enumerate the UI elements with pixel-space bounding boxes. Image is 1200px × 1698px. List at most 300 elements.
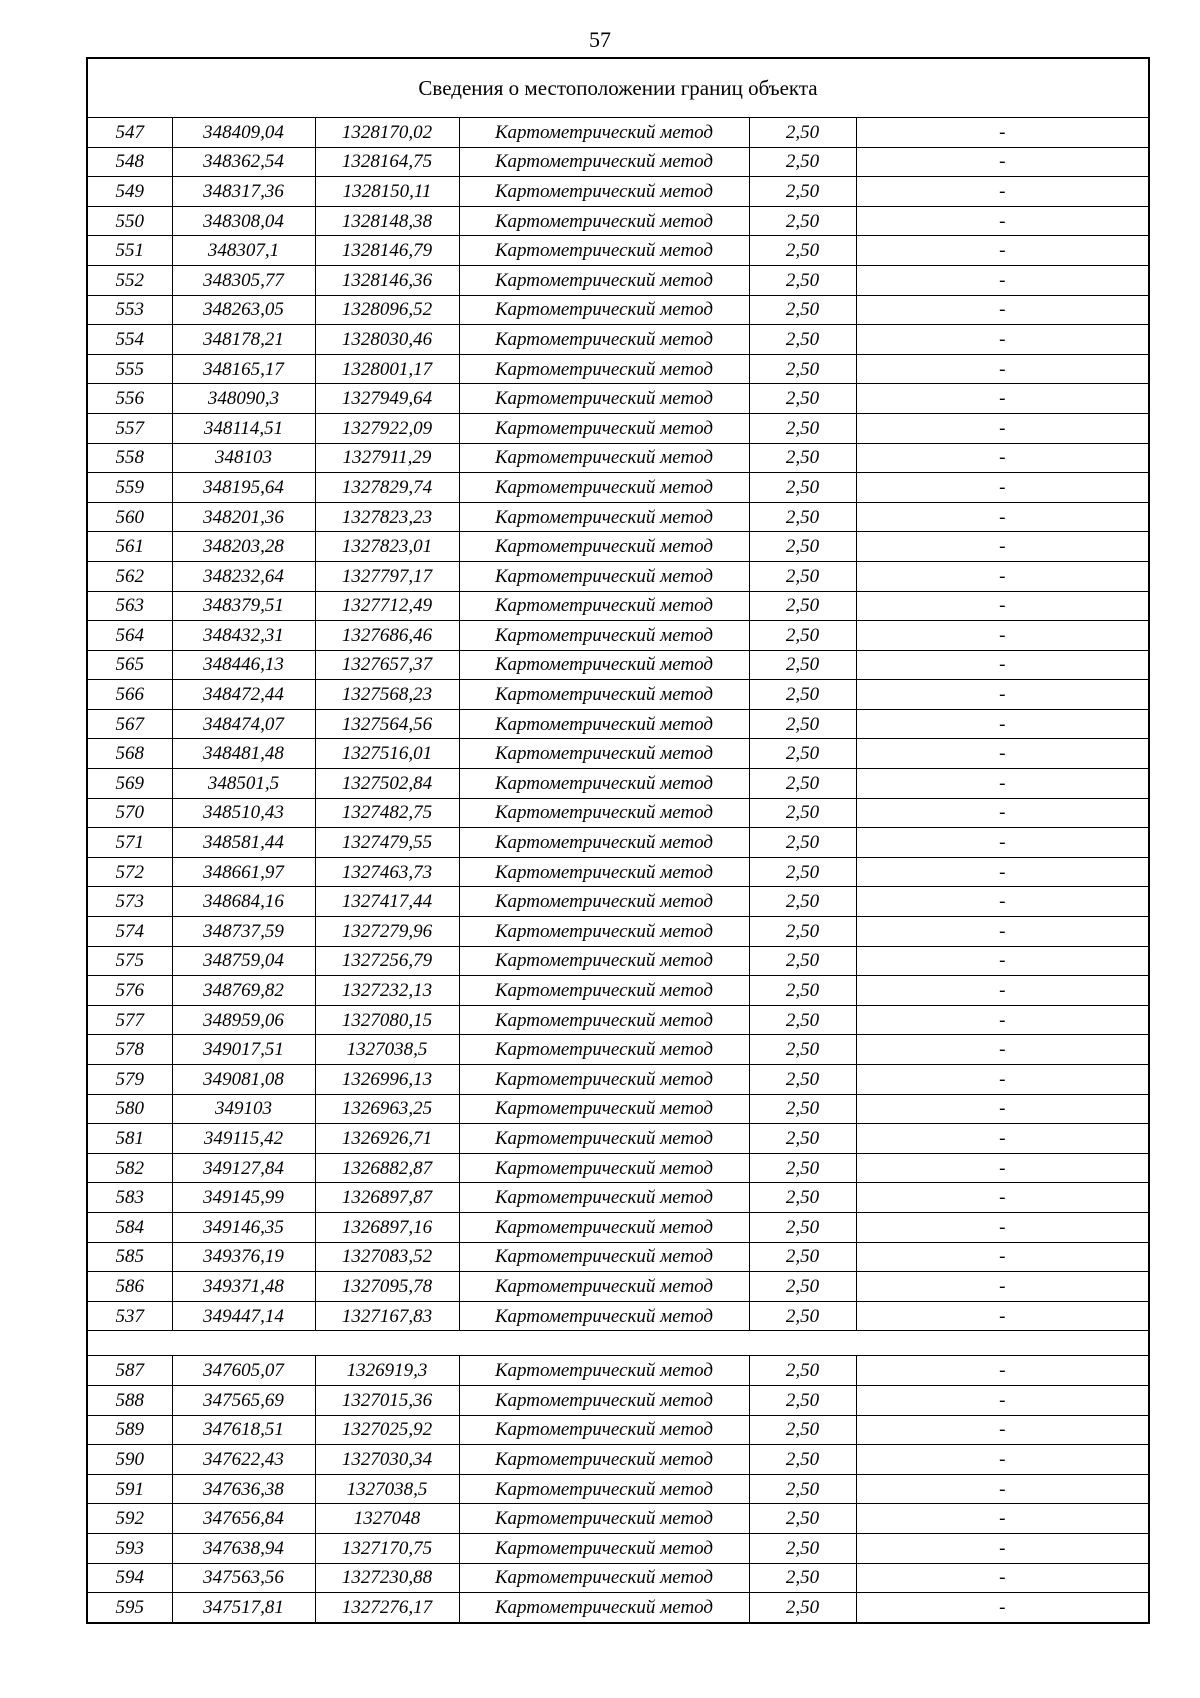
point-number-cell: 562	[87, 561, 172, 591]
accuracy-cell: 2,50	[749, 1504, 856, 1534]
description-cell: -	[856, 1212, 1149, 1242]
table-row	[87, 118, 1149, 148]
description-cell: -	[856, 1242, 1149, 1272]
table-body	[87, 58, 1149, 1623]
accuracy-cell: 2,50	[749, 917, 856, 947]
table-row	[87, 177, 1149, 207]
table-row	[87, 680, 1149, 710]
table-row	[87, 1563, 1149, 1593]
table-row	[87, 887, 1149, 917]
y-coordinate-cell: 1327516,01	[315, 739, 459, 769]
y-coordinate-cell: 1326996,13	[315, 1065, 459, 1095]
method-cell: Картометрический метод	[459, 177, 749, 207]
description-cell: -	[856, 1504, 1149, 1534]
description-cell: -	[856, 1094, 1149, 1124]
y-coordinate-cell: 1327949,64	[315, 384, 459, 414]
x-coordinate-cell: 347517,81	[172, 1593, 315, 1623]
method-cell: Картометрический метод	[459, 650, 749, 680]
point-number-cell: 537	[87, 1301, 172, 1331]
accuracy-cell: 2,50	[749, 236, 856, 266]
method-cell: Картометрический метод	[459, 946, 749, 976]
y-coordinate-cell: 1327038,5	[315, 1474, 459, 1504]
accuracy-cell: 2,50	[749, 1301, 856, 1331]
description-cell: -	[856, 1474, 1149, 1504]
point-number-cell: 569	[87, 769, 172, 799]
page-number: 57	[589, 27, 611, 52]
accuracy-cell: 2,50	[749, 413, 856, 443]
method-cell: Картометрический метод	[459, 1242, 749, 1272]
point-number-cell: 567	[87, 709, 172, 739]
y-coordinate-cell: 1328148,38	[315, 206, 459, 236]
y-coordinate-cell: 1327657,37	[315, 650, 459, 680]
x-coordinate-cell: 347565,69	[172, 1385, 315, 1415]
y-coordinate-cell: 1328170,02	[315, 118, 459, 148]
table-row	[87, 1415, 1149, 1445]
boundary-coordinates-table	[86, 57, 1150, 1624]
x-coordinate-cell: 347638,94	[172, 1533, 315, 1563]
method-cell: Картометрический метод	[459, 1005, 749, 1035]
table-row	[87, 769, 1149, 799]
x-coordinate-cell: 348684,16	[172, 887, 315, 917]
point-number-cell: 548	[87, 147, 172, 177]
y-coordinate-cell: 1326882,87	[315, 1153, 459, 1183]
point-number-cell: 557	[87, 413, 172, 443]
accuracy-cell: 2,50	[749, 621, 856, 651]
point-number-cell: 570	[87, 798, 172, 828]
x-coordinate-cell: 348472,44	[172, 680, 315, 710]
description-cell: -	[856, 1005, 1149, 1035]
description-cell: -	[856, 1533, 1149, 1563]
table-row	[87, 1212, 1149, 1242]
accuracy-cell: 2,50	[749, 295, 856, 325]
table-row	[87, 443, 1149, 473]
table-row	[87, 857, 1149, 887]
description-cell: -	[856, 295, 1149, 325]
x-coordinate-cell: 348165,17	[172, 354, 315, 384]
method-cell: Картометрический метод	[459, 502, 749, 532]
table-row	[87, 1301, 1149, 1331]
point-number-cell: 564	[87, 621, 172, 651]
point-number-cell: 572	[87, 857, 172, 887]
method-cell: Картометрический метод	[459, 621, 749, 651]
method-cell: Картометрический метод	[459, 206, 749, 236]
accuracy-cell: 2,50	[749, 1094, 856, 1124]
method-cell: Картометрический метод	[459, 443, 749, 473]
x-coordinate-cell: 347656,84	[172, 1504, 315, 1534]
x-coordinate-cell: 348263,05	[172, 295, 315, 325]
y-coordinate-cell: 1328164,75	[315, 147, 459, 177]
description-cell: -	[856, 325, 1149, 355]
x-coordinate-cell: 349115,42	[172, 1124, 315, 1154]
x-coordinate-cell: 348959,06	[172, 1005, 315, 1035]
y-coordinate-cell: 1327564,56	[315, 709, 459, 739]
table-row	[87, 1094, 1149, 1124]
accuracy-cell: 2,50	[749, 1212, 856, 1242]
method-cell: Картометрический метод	[459, 769, 749, 799]
accuracy-cell: 2,50	[749, 591, 856, 621]
method-cell: Картометрический метод	[459, 1563, 749, 1593]
point-number-cell: 566	[87, 680, 172, 710]
x-coordinate-cell: 348178,21	[172, 325, 315, 355]
point-number-cell: 555	[87, 354, 172, 384]
table-row	[87, 1035, 1149, 1065]
method-cell: Картометрический метод	[459, 887, 749, 917]
accuracy-cell: 2,50	[749, 1242, 856, 1272]
method-cell: Картометрический метод	[459, 325, 749, 355]
point-number-cell: 571	[87, 828, 172, 858]
method-cell: Картометрический метод	[459, 1065, 749, 1095]
x-coordinate-cell: 349376,19	[172, 1242, 315, 1272]
accuracy-cell: 2,50	[749, 1356, 856, 1386]
accuracy-cell: 2,50	[749, 946, 856, 976]
accuracy-cell: 2,50	[749, 1415, 856, 1445]
table-row	[87, 739, 1149, 769]
y-coordinate-cell: 1326897,16	[315, 1212, 459, 1242]
x-coordinate-cell: 348769,82	[172, 976, 315, 1006]
y-coordinate-cell: 1327479,55	[315, 828, 459, 858]
accuracy-cell: 2,50	[749, 118, 856, 148]
x-coordinate-cell: 348737,59	[172, 917, 315, 947]
point-number-cell: 593	[87, 1533, 172, 1563]
point-number-cell: 581	[87, 1124, 172, 1154]
point-number-cell: 592	[87, 1504, 172, 1534]
accuracy-cell: 2,50	[749, 206, 856, 236]
table-row	[87, 354, 1149, 384]
x-coordinate-cell: 348103	[172, 443, 315, 473]
method-cell: Картометрический метод	[459, 857, 749, 887]
x-coordinate-cell: 348195,64	[172, 473, 315, 503]
method-cell: Картометрический метод	[459, 1301, 749, 1331]
table-row	[87, 561, 1149, 591]
x-coordinate-cell: 348308,04	[172, 206, 315, 236]
table-row	[87, 1504, 1149, 1534]
x-coordinate-cell: 347563,56	[172, 1563, 315, 1593]
x-coordinate-cell: 349146,35	[172, 1212, 315, 1242]
description-cell: -	[856, 561, 1149, 591]
accuracy-cell: 2,50	[749, 680, 856, 710]
point-number-cell: 561	[87, 532, 172, 562]
x-coordinate-cell: 349127,84	[172, 1153, 315, 1183]
description-cell: -	[856, 650, 1149, 680]
point-number-cell: 547	[87, 118, 172, 148]
method-cell: Картометрический метод	[459, 532, 749, 562]
point-number-cell: 568	[87, 739, 172, 769]
method-cell: Картометрический метод	[459, 1533, 749, 1563]
method-cell: Картометрический метод	[459, 473, 749, 503]
method-cell: Картометрический метод	[459, 1474, 749, 1504]
x-coordinate-cell: 348317,36	[172, 177, 315, 207]
description-cell: -	[856, 1385, 1149, 1415]
x-coordinate-cell: 348090,3	[172, 384, 315, 414]
y-coordinate-cell: 1327083,52	[315, 1242, 459, 1272]
y-coordinate-cell: 1327922,09	[315, 413, 459, 443]
method-cell: Картометрический метод	[459, 1415, 749, 1445]
accuracy-cell: 2,50	[749, 561, 856, 591]
x-coordinate-cell: 349145,99	[172, 1183, 315, 1213]
x-coordinate-cell: 348510,43	[172, 798, 315, 828]
contour-separator-row	[87, 1331, 1149, 1356]
accuracy-cell: 2,50	[749, 177, 856, 207]
accuracy-cell: 2,50	[749, 828, 856, 858]
description-cell: -	[856, 591, 1149, 621]
accuracy-cell: 2,50	[749, 857, 856, 887]
point-number-cell: 595	[87, 1593, 172, 1623]
point-number-cell: 551	[87, 236, 172, 266]
y-coordinate-cell: 1327823,23	[315, 502, 459, 532]
table-row	[87, 1533, 1149, 1563]
point-number-cell: 579	[87, 1065, 172, 1095]
method-cell: Картометрический метод	[459, 1272, 749, 1302]
point-number-cell: 577	[87, 1005, 172, 1035]
x-coordinate-cell: 347622,43	[172, 1445, 315, 1475]
description-cell: -	[856, 680, 1149, 710]
point-number-cell: 575	[87, 946, 172, 976]
method-cell: Картометрический метод	[459, 1124, 749, 1154]
accuracy-cell: 2,50	[749, 1563, 856, 1593]
point-number-cell: 576	[87, 976, 172, 1006]
method-cell: Картометрический метод	[459, 384, 749, 414]
point-number-cell: 590	[87, 1445, 172, 1475]
point-number-cell: 574	[87, 917, 172, 947]
description-cell: -	[856, 177, 1149, 207]
point-number-cell: 586	[87, 1272, 172, 1302]
x-coordinate-cell: 347636,38	[172, 1474, 315, 1504]
table-row	[87, 413, 1149, 443]
point-number-cell: 580	[87, 1094, 172, 1124]
point-number-cell: 554	[87, 325, 172, 355]
boundary-sheet	[86, 57, 1148, 1624]
y-coordinate-cell: 1327080,15	[315, 1005, 459, 1035]
table-row	[87, 147, 1149, 177]
accuracy-cell: 2,50	[749, 502, 856, 532]
description-cell: -	[856, 857, 1149, 887]
y-coordinate-cell: 1327482,75	[315, 798, 459, 828]
y-coordinate-cell: 1326897,87	[315, 1183, 459, 1213]
accuracy-cell: 2,50	[749, 384, 856, 414]
description-cell: -	[856, 739, 1149, 769]
accuracy-cell: 2,50	[749, 147, 856, 177]
y-coordinate-cell: 1327170,75	[315, 1533, 459, 1563]
accuracy-cell: 2,50	[749, 709, 856, 739]
x-coordinate-cell: 347618,51	[172, 1415, 315, 1445]
y-coordinate-cell: 1327048	[315, 1504, 459, 1534]
x-coordinate-cell: 349081,08	[172, 1065, 315, 1095]
description-cell: -	[856, 443, 1149, 473]
y-coordinate-cell: 1327232,13	[315, 976, 459, 1006]
x-coordinate-cell: 347605,07	[172, 1356, 315, 1386]
y-coordinate-cell: 1327276,17	[315, 1593, 459, 1623]
table-row	[87, 798, 1149, 828]
y-coordinate-cell: 1328150,11	[315, 177, 459, 207]
method-cell: Картометрический метод	[459, 354, 749, 384]
method-cell: Картометрический метод	[459, 265, 749, 295]
point-number-cell: 563	[87, 591, 172, 621]
point-number-cell: 573	[87, 887, 172, 917]
x-coordinate-cell: 348581,44	[172, 828, 315, 858]
x-coordinate-cell: 348759,04	[172, 946, 315, 976]
table-row	[87, 1272, 1149, 1302]
description-cell: -	[856, 621, 1149, 651]
description-cell: -	[856, 1563, 1149, 1593]
y-coordinate-cell: 1328146,36	[315, 265, 459, 295]
table-row	[87, 1153, 1149, 1183]
accuracy-cell: 2,50	[749, 1385, 856, 1415]
y-coordinate-cell: 1327712,49	[315, 591, 459, 621]
y-coordinate-cell: 1327829,74	[315, 473, 459, 503]
y-coordinate-cell: 1327797,17	[315, 561, 459, 591]
table-row	[87, 236, 1149, 266]
y-coordinate-cell: 1327279,96	[315, 917, 459, 947]
y-coordinate-cell: 1327256,79	[315, 946, 459, 976]
accuracy-cell: 2,50	[749, 1065, 856, 1095]
description-cell: -	[856, 798, 1149, 828]
table-row	[87, 532, 1149, 562]
y-coordinate-cell: 1327417,44	[315, 887, 459, 917]
description-cell: -	[856, 413, 1149, 443]
accuracy-cell: 2,50	[749, 1272, 856, 1302]
table-row	[87, 1385, 1149, 1415]
table-row	[87, 1474, 1149, 1504]
method-cell: Картометрический метод	[459, 413, 749, 443]
table-row	[87, 621, 1149, 651]
table-row	[87, 917, 1149, 947]
x-coordinate-cell: 349371,48	[172, 1272, 315, 1302]
table-row	[87, 502, 1149, 532]
accuracy-cell: 2,50	[749, 739, 856, 769]
point-number-cell: 556	[87, 384, 172, 414]
table-row	[87, 1242, 1149, 1272]
point-number-cell: 559	[87, 473, 172, 503]
table-row	[87, 650, 1149, 680]
table-row	[87, 1445, 1149, 1475]
method-cell: Картометрический метод	[459, 1385, 749, 1415]
description-cell: -	[856, 917, 1149, 947]
table-title: Сведения о местоположении границ объекта	[87, 58, 1149, 118]
x-coordinate-cell: 348481,48	[172, 739, 315, 769]
y-coordinate-cell: 1327463,73	[315, 857, 459, 887]
accuracy-cell: 2,50	[749, 1035, 856, 1065]
description-cell: -	[856, 502, 1149, 532]
method-cell: Картометрический метод	[459, 1094, 749, 1124]
x-coordinate-cell: 348474,07	[172, 709, 315, 739]
accuracy-cell: 2,50	[749, 1445, 856, 1475]
table-row	[87, 828, 1149, 858]
method-cell: Картометрический метод	[459, 976, 749, 1006]
x-coordinate-cell: 348232,64	[172, 561, 315, 591]
table-row	[87, 709, 1149, 739]
x-coordinate-cell: 348432,31	[172, 621, 315, 651]
x-coordinate-cell: 348307,1	[172, 236, 315, 266]
x-coordinate-cell: 348446,13	[172, 650, 315, 680]
table-row	[87, 295, 1149, 325]
method-cell: Картометрический метод	[459, 1445, 749, 1475]
method-cell: Картометрический метод	[459, 1504, 749, 1534]
description-cell: -	[856, 1035, 1149, 1065]
point-number-cell: 584	[87, 1212, 172, 1242]
accuracy-cell: 2,50	[749, 1533, 856, 1563]
accuracy-cell: 2,50	[749, 354, 856, 384]
accuracy-cell: 2,50	[749, 798, 856, 828]
description-cell: -	[856, 206, 1149, 236]
table-row	[87, 265, 1149, 295]
point-number-cell: 588	[87, 1385, 172, 1415]
description-cell: -	[856, 473, 1149, 503]
x-coordinate-cell: 348114,51	[172, 413, 315, 443]
description-cell: -	[856, 769, 1149, 799]
y-coordinate-cell: 1327025,92	[315, 1415, 459, 1445]
point-number-cell: 585	[87, 1242, 172, 1272]
x-coordinate-cell: 349447,14	[172, 1301, 315, 1331]
x-coordinate-cell: 348379,51	[172, 591, 315, 621]
table-row	[87, 206, 1149, 236]
accuracy-cell: 2,50	[749, 325, 856, 355]
x-coordinate-cell: 349103	[172, 1094, 315, 1124]
accuracy-cell: 2,50	[749, 532, 856, 562]
accuracy-cell: 2,50	[749, 265, 856, 295]
y-coordinate-cell: 1327030,34	[315, 1445, 459, 1475]
description-cell: -	[856, 1445, 1149, 1475]
y-coordinate-cell: 1327015,36	[315, 1385, 459, 1415]
description-cell: -	[856, 1593, 1149, 1623]
point-number-cell: 558	[87, 443, 172, 473]
description-cell: -	[856, 1301, 1149, 1331]
method-cell: Картометрический метод	[459, 1212, 749, 1242]
accuracy-cell: 2,50	[749, 1183, 856, 1213]
accuracy-cell: 2,50	[749, 650, 856, 680]
table-row	[87, 384, 1149, 414]
method-cell: Картометрический метод	[459, 917, 749, 947]
method-cell: Картометрический метод	[459, 591, 749, 621]
accuracy-cell: 2,50	[749, 443, 856, 473]
description-cell: -	[856, 1183, 1149, 1213]
point-number-cell: 582	[87, 1153, 172, 1183]
point-number-cell: 565	[87, 650, 172, 680]
description-cell: -	[856, 265, 1149, 295]
method-cell: Картометрический метод	[459, 236, 749, 266]
description-cell: -	[856, 1124, 1149, 1154]
table-row	[87, 1065, 1149, 1095]
accuracy-cell: 2,50	[749, 473, 856, 503]
table-title-row	[87, 58, 1149, 118]
point-number-cell: 549	[87, 177, 172, 207]
method-cell: Картометрический метод	[459, 680, 749, 710]
point-number-cell: 591	[87, 1474, 172, 1504]
table-row	[87, 591, 1149, 621]
table-row	[87, 1183, 1149, 1213]
table-row	[87, 325, 1149, 355]
method-cell: Картометрический метод	[459, 118, 749, 148]
point-number-cell: 553	[87, 295, 172, 325]
point-number-cell: 583	[87, 1183, 172, 1213]
table-row	[87, 1005, 1149, 1035]
y-coordinate-cell: 1328146,79	[315, 236, 459, 266]
point-number-cell: 587	[87, 1356, 172, 1386]
y-coordinate-cell: 1326919,3	[315, 1356, 459, 1386]
description-cell: -	[856, 1415, 1149, 1445]
y-coordinate-cell: 1328030,46	[315, 325, 459, 355]
method-cell: Картометрический метод	[459, 1153, 749, 1183]
x-coordinate-cell: 348203,28	[172, 532, 315, 562]
y-coordinate-cell: 1327167,83	[315, 1301, 459, 1331]
y-coordinate-cell: 1327095,78	[315, 1272, 459, 1302]
description-cell: -	[856, 828, 1149, 858]
description-cell: -	[856, 946, 1149, 976]
accuracy-cell: 2,50	[749, 1474, 856, 1504]
description-cell: -	[856, 709, 1149, 739]
point-number-cell: 552	[87, 265, 172, 295]
y-coordinate-cell: 1326926,71	[315, 1124, 459, 1154]
method-cell: Картометрический метод	[459, 1183, 749, 1213]
